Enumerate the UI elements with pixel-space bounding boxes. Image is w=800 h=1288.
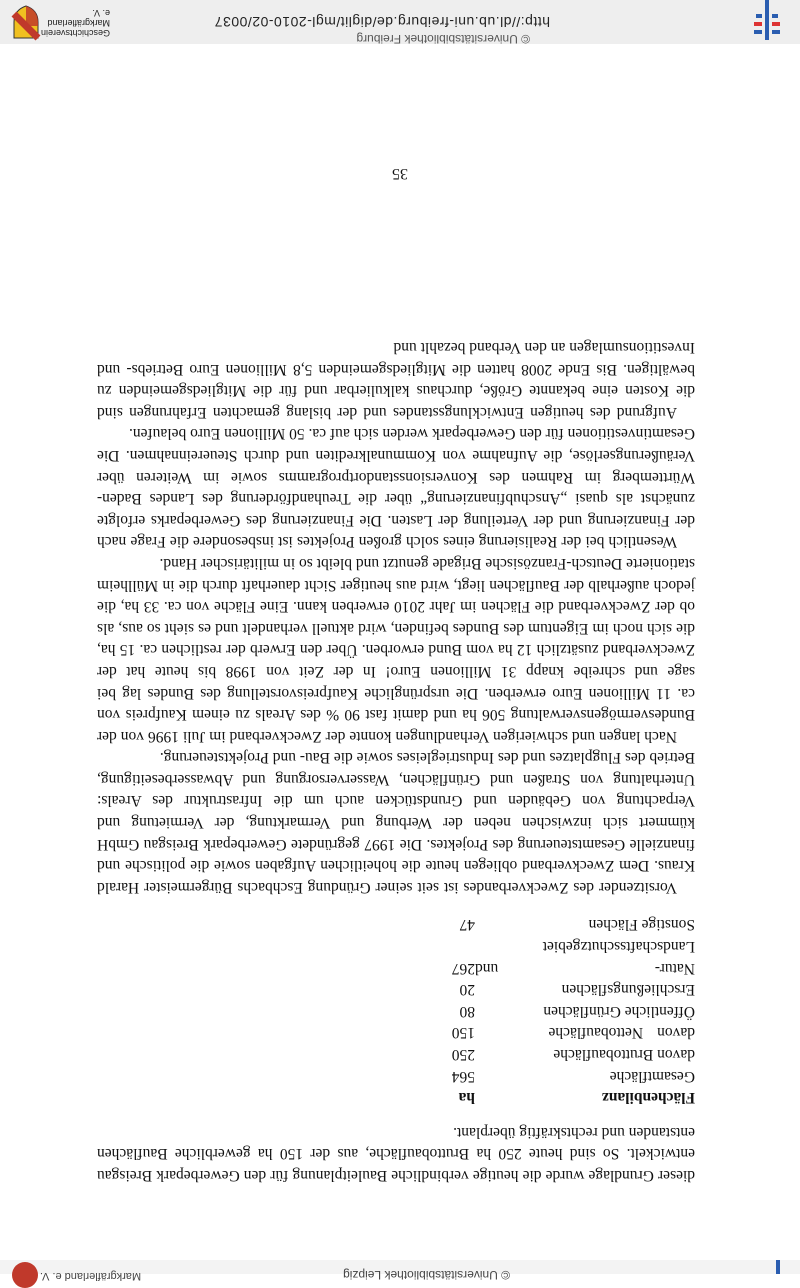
table-unit: ha [458,1089,475,1107]
society-crest-icon [12,4,40,40]
footer-copyright: © Universitätsbibliothek Freiburg [356,32,530,46]
row-value: 150 [451,1024,475,1042]
row-value: 564 [451,1067,475,1085]
digitization-footer [0,0,800,44]
row-prefix: davon [657,1024,695,1042]
row-label: Erschließungsflächen [561,981,695,999]
row-label: davon Bruttobaufläche [553,1046,695,1064]
paragraph-acquisition: Nach langen und schwierigen Verhandlungen konnte der Zweckverband im Juli 1996 von der Bundesvermögensverwaltung 506 ha und damit fast 90 % des Areals zu einem Kaufpreis von ca. 11 Millionen Euro erwerben. Die ursprüngliche Kaufpreisvorstellung des Bundes lag bei sage und schreibe knapp 31 Millionen Euro! In der Zeit von 1998 bis heute hat der Zweckverband zusätzlich 12 ha vom Bund erworben. Über den Erwerb der restlichen ca. 15 ha, die sich noch im Eigentum des Bundes befinden, wird aktuell verhandelt und es sieht so aus, als ob der Zweckverband die Flächen im Jahr 2010 erwerben kann. Eine Fläche von ca. 33 ha, die jedoch außerhalb der Bauflächen liegt, wird aus heutiger Sicht dauerhaft durch die in Müllheim stationierte Deutsch-Französische Brigade genutzt und bleibt so in militärischer Hand. [97,554,695,745]
row-label: Sonstige Flächen [588,916,695,934]
page-number: 35 [392,165,408,182]
area-balance-table [452,914,695,1108]
table-title: Flächenbilanz [601,1089,695,1107]
ub-freiburg-logo-icon [754,0,780,40]
row-label [475,1022,695,1044]
table-row [452,914,695,936]
row-label: Gesamtfläche [609,1067,695,1085]
row-value: 80 [459,1002,475,1020]
row-value: 47 [459,916,475,934]
paragraph-costs: Aufgrund des heutigen Entwicklungsstandes und der bislang gemachten Erfahrungen sind die Kosten eine bekannte Größe, durchaus kalkulierbar und für die Mitgliedsgemeinden zu bewältigen. Bis Ende 2008 hatten die Mitgliedsgemeinden 5,8 Millionen Euro Betriebs- und Investitionsumlagen an den Verband bezahlt und [97,339,695,421]
intro-paragraph: dieser Grundlage wurde die heutige verbindliche Bauleitplanung für den Gewerbepark Breisgau entwickelt. So sind heute 250 ha Bruttobaufläche, aus der 150 ha gewerbliche Bauflächen entstanden und rechtskräftig überplant. [97,1123,695,1184]
row-value: 250 [451,1046,475,1064]
table-row [452,1022,695,1044]
row-sublabel: Nettobaufläche [548,1024,644,1042]
previous-page-society: Markgräflerland e. V. [40,1270,142,1282]
row-label: Öffentliche Grünflächen [543,1002,695,1020]
row-label: Natur- und Landschaftsschutzgebiet [475,938,695,977]
previous-page-strip [0,1260,800,1282]
row-value: 267 [451,959,475,977]
paragraph-association: Vorsitzender des Zweckverbandes ist seit seiner Gründung Eschbachs Bürgermeister Harald Kraus. Dem Zweckverband obliegen heute die hoheitlichen Aufgaben sowie die politische und finanzielle Gesamtsteuerung des Projektes. Die 1997 gegründete Gewerbepark Breisgau GmbH kümmert sich inzwischen neben der Werbung und Vermarktung, der Vermietung und Verpachtung von Gebäuden und Grundstücken auch um die Infrastruktur des Areals: Unterhaltung von Straßen und Grünflächen, Wasserversorgung und Abwasserbeseitigung, Betrieb des Flugplatzes und des Industriegleises sowie die Bau- und Projektsteuerung. [97,749,695,896]
society-name: Geschichtsverein Markgräflerland e. V. [40,8,110,38]
crest-fragment [12,1262,38,1288]
table-row [452,935,695,978]
table-row [452,1065,695,1087]
ub-logo-fragment [776,1260,780,1274]
table-row [452,1043,695,1065]
row-value: 20 [459,981,475,999]
footer-permalink[interactable]: http://dl.ub.uni-freiburg.de/diglit/mgl-2010-02/0037 [214,14,550,30]
previous-page-copyright: © Universitätsbibliothek Leipzig [343,1268,510,1282]
page-body [97,336,695,1186]
paragraph-financing: Wesentlich bei der Realisierung eines solch großen Projektes ist insbesondere die Frage nach der Finanzierung und der Verteilung der Lasten. Die Finanzierung des Gewerbeparks erfolgte zunächst als quasi „Anschubfinanzierung“ über die Treuhandförderung des Landes Baden-Württemberg im Rahmen des Konversionsstandortprogramms sowie im Weiteren über Veräußerungserlöse, die Aufnahme von Kommunalkrediten und durch Steuereinnahmen. Die Gesamtinvestitionen für den Gewerbepark werden sich auf ca. 50 Millionen Euro belaufen. [97,425,695,551]
table-row [452,979,695,1001]
table-row [452,1000,695,1022]
table-header-row [452,1087,695,1109]
